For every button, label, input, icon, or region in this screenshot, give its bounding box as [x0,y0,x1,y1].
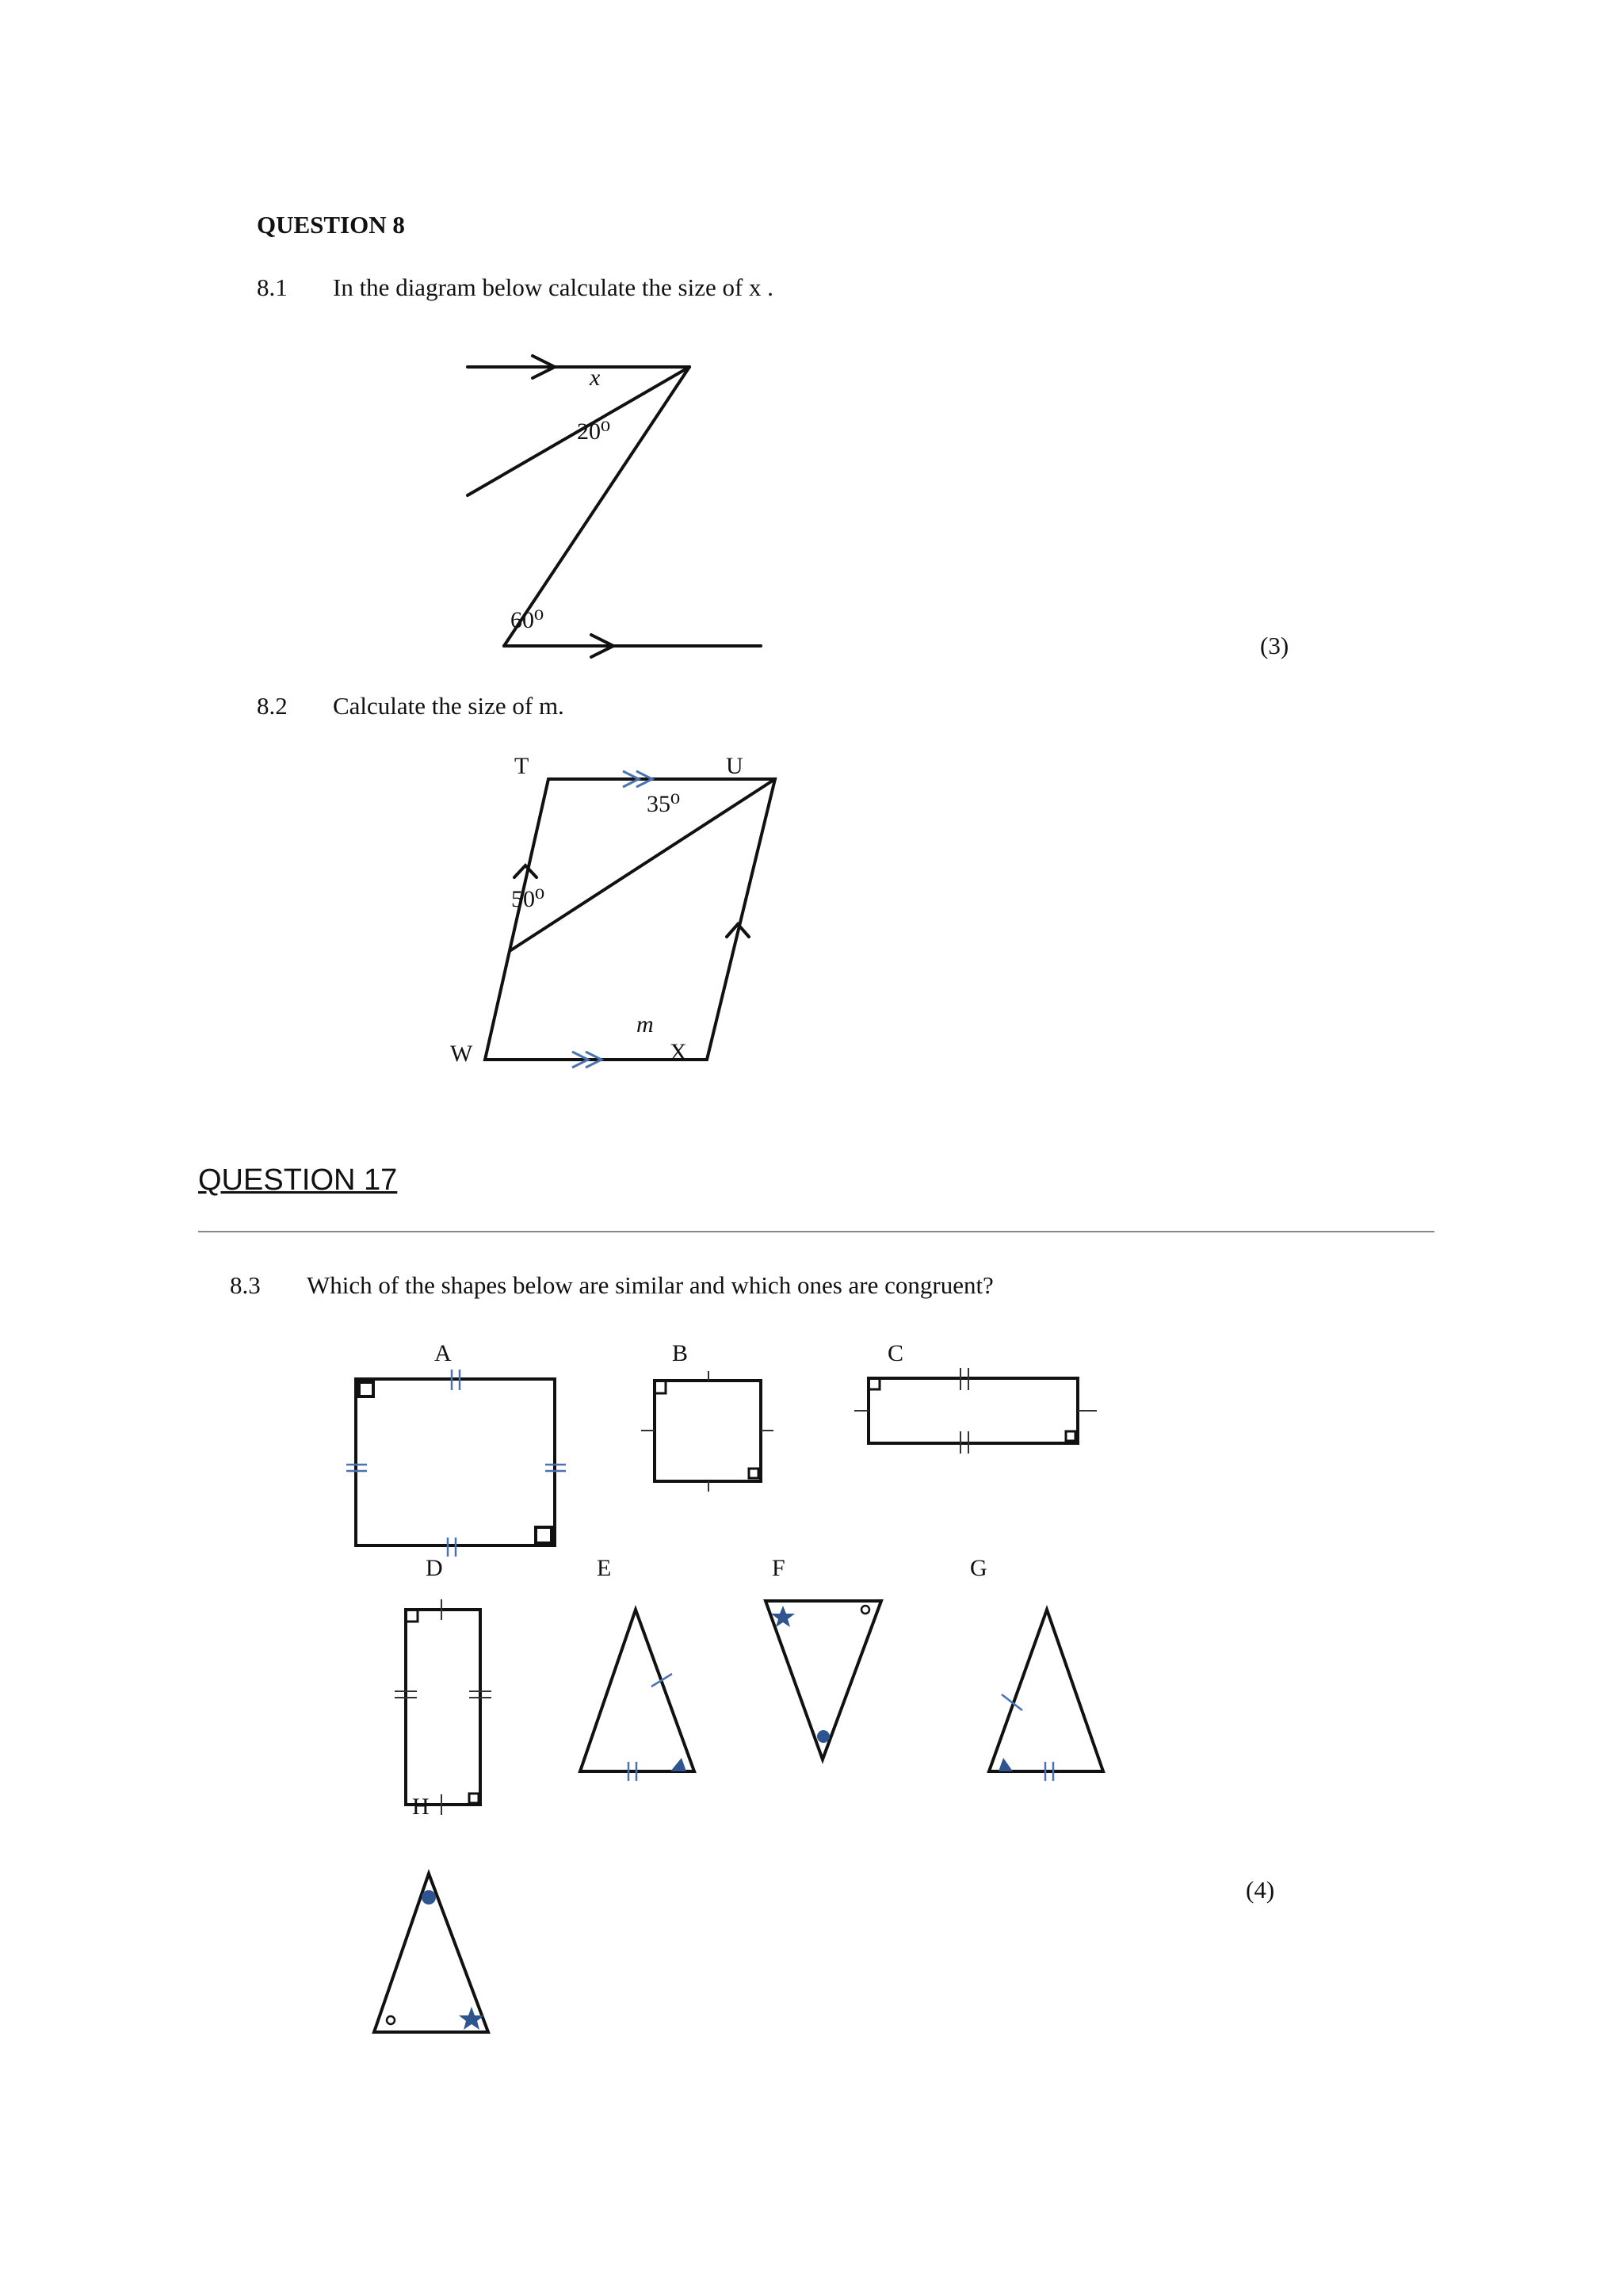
q8-3-text: Which of the shapes below are similar and which ones are congruent? [307,1271,994,1299]
label-A: A [434,1340,452,1366]
dot-marker-icon [422,1890,436,1904]
label-D: D [426,1555,443,1581]
label-F: F [772,1555,785,1581]
shape-D-H [395,1599,491,1815]
label-B: B [672,1340,689,1366]
label-H: H [412,1794,430,1820]
shape-A [346,1370,566,1557]
label-C: C [888,1340,904,1366]
q8-2-number: 8.2 [257,692,288,720]
q8-1-number: 8.1 [257,273,288,301]
q8-1-text: In the diagram below calculate the size of x . [333,273,774,301]
shape-E [580,1610,694,1781]
q8-2-diagram [485,779,775,1060]
label-T: T [514,753,529,779]
circle-marker-icon [861,1606,869,1614]
question-8-title: QUESTION 8 [257,211,405,239]
label-x: x [590,365,601,391]
slanted-line [504,367,689,646]
circle-marker-icon [387,2016,395,2024]
label-X: X [670,1039,687,1065]
label-E: E [597,1555,612,1581]
shape-B [641,1371,773,1492]
angle-35-label: 35⁰ [647,791,681,817]
shape-G [989,1610,1103,1781]
q8-3-number: 8.3 [230,1271,261,1299]
q8-2-text: Calculate the size of m. [333,692,564,720]
label-W: W [450,1041,473,1067]
label-m: m [636,1011,654,1037]
shape-bottom-triangle [374,1874,488,2032]
label-G: G [970,1555,987,1581]
label-U: U [726,753,743,779]
shape-C [854,1368,1097,1454]
question-17-title: QUESTION 17 [198,1163,398,1197]
parallelogram-TUXW [485,779,775,1060]
angle-60-label: 60⁰ [510,607,544,633]
q8-3-marks: (4) [1246,1876,1275,1904]
angle-50-label: 50⁰ [511,886,545,912]
dot-marker-icon [817,1730,830,1743]
angle-20-label: 20⁰ [577,418,611,445]
shape-F [766,1601,881,1759]
q8-1-marks: (3) [1260,632,1289,659]
